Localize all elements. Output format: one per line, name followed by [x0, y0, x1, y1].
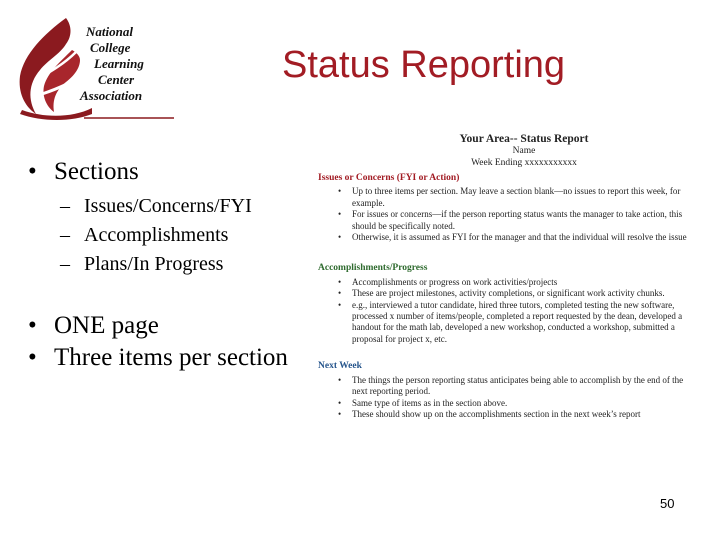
- bullet-list-bottom: [28, 310, 288, 374]
- flame-logo-icon: [14, 14, 94, 122]
- logo-line: College: [90, 40, 131, 55]
- logo-line: Center: [98, 72, 135, 87]
- logo-line: National: [86, 24, 133, 39]
- sub-bullet-item: – Plans/In Progress: [60, 250, 328, 279]
- section-list-accomplishments: [318, 277, 690, 345]
- section-list-next-week: [318, 375, 690, 421]
- page-number: 50: [660, 496, 675, 511]
- report-name-line: Name: [512, 146, 536, 156]
- logo-line: Association: [80, 88, 143, 103]
- ncla-logo: [14, 14, 179, 122]
- report-item: • The things the person reporting status anticipates being able to accomplish by the end of the next reporting period.: [352, 375, 690, 398]
- report-item: • For issues or concerns—if the person reporting status wants the manager to take action, this should be specifically noted.: [352, 209, 690, 232]
- bullet-sections: • Sections: [28, 156, 328, 188]
- report-title: Your Area-- Status Report: [459, 133, 589, 145]
- report-item: • Otherwise, it is assumed as FYI for the manager and that the individual will resolve the issue: [352, 232, 690, 243]
- report-item: • Accomplishments or progress on work activities/projects: [352, 277, 690, 288]
- slide-title: Status Reporting: [282, 44, 566, 86]
- report-header: [358, 132, 690, 169]
- report-item: • Same type of items as in the section above.: [352, 398, 690, 409]
- sub-bullet-list: [60, 192, 328, 279]
- bullet-item: • Three items per section: [28, 342, 288, 374]
- sub-bullet-item: – Accomplishments: [60, 221, 328, 250]
- sub-bullet-item: – Issues/Concerns/FYI: [60, 192, 328, 221]
- logo-line: Learning: [94, 56, 144, 71]
- report-item: • These should show up on the accomplishments section in the next week’s report: [352, 409, 690, 420]
- report-item: • e.g., interviewed a tutor candidate, hired three tutors, completed testing the new software, processed x number of items/people, completed a report requested by the dean, developed a handout for the math lab, developed a new workshop, conducted a workshop, submitted a proposal for project x, etc.: [352, 300, 690, 346]
- report-week-line: Week Ending xxxxxxxxxxx: [471, 157, 577, 168]
- section-heading-issues: Issues or Concerns (FYI or Action): [318, 173, 460, 183]
- report-item: • These are project milestones, activity completions, or significant work activity chunks.: [352, 288, 690, 299]
- section-heading-next-week: Next Week: [318, 361, 362, 372]
- report-item: • Up to three items per section. May leave a section blank—no issues to report this week, for example.: [352, 186, 690, 209]
- status-report-sample: [318, 132, 690, 482]
- bullet-list-sections: [28, 156, 328, 279]
- section-heading-accomplishments: Accomplishments/Progress: [318, 263, 428, 274]
- bullet-item: • ONE page: [28, 310, 288, 342]
- logo-wordmark: [80, 24, 144, 104]
- section-list-issues: [318, 186, 690, 243]
